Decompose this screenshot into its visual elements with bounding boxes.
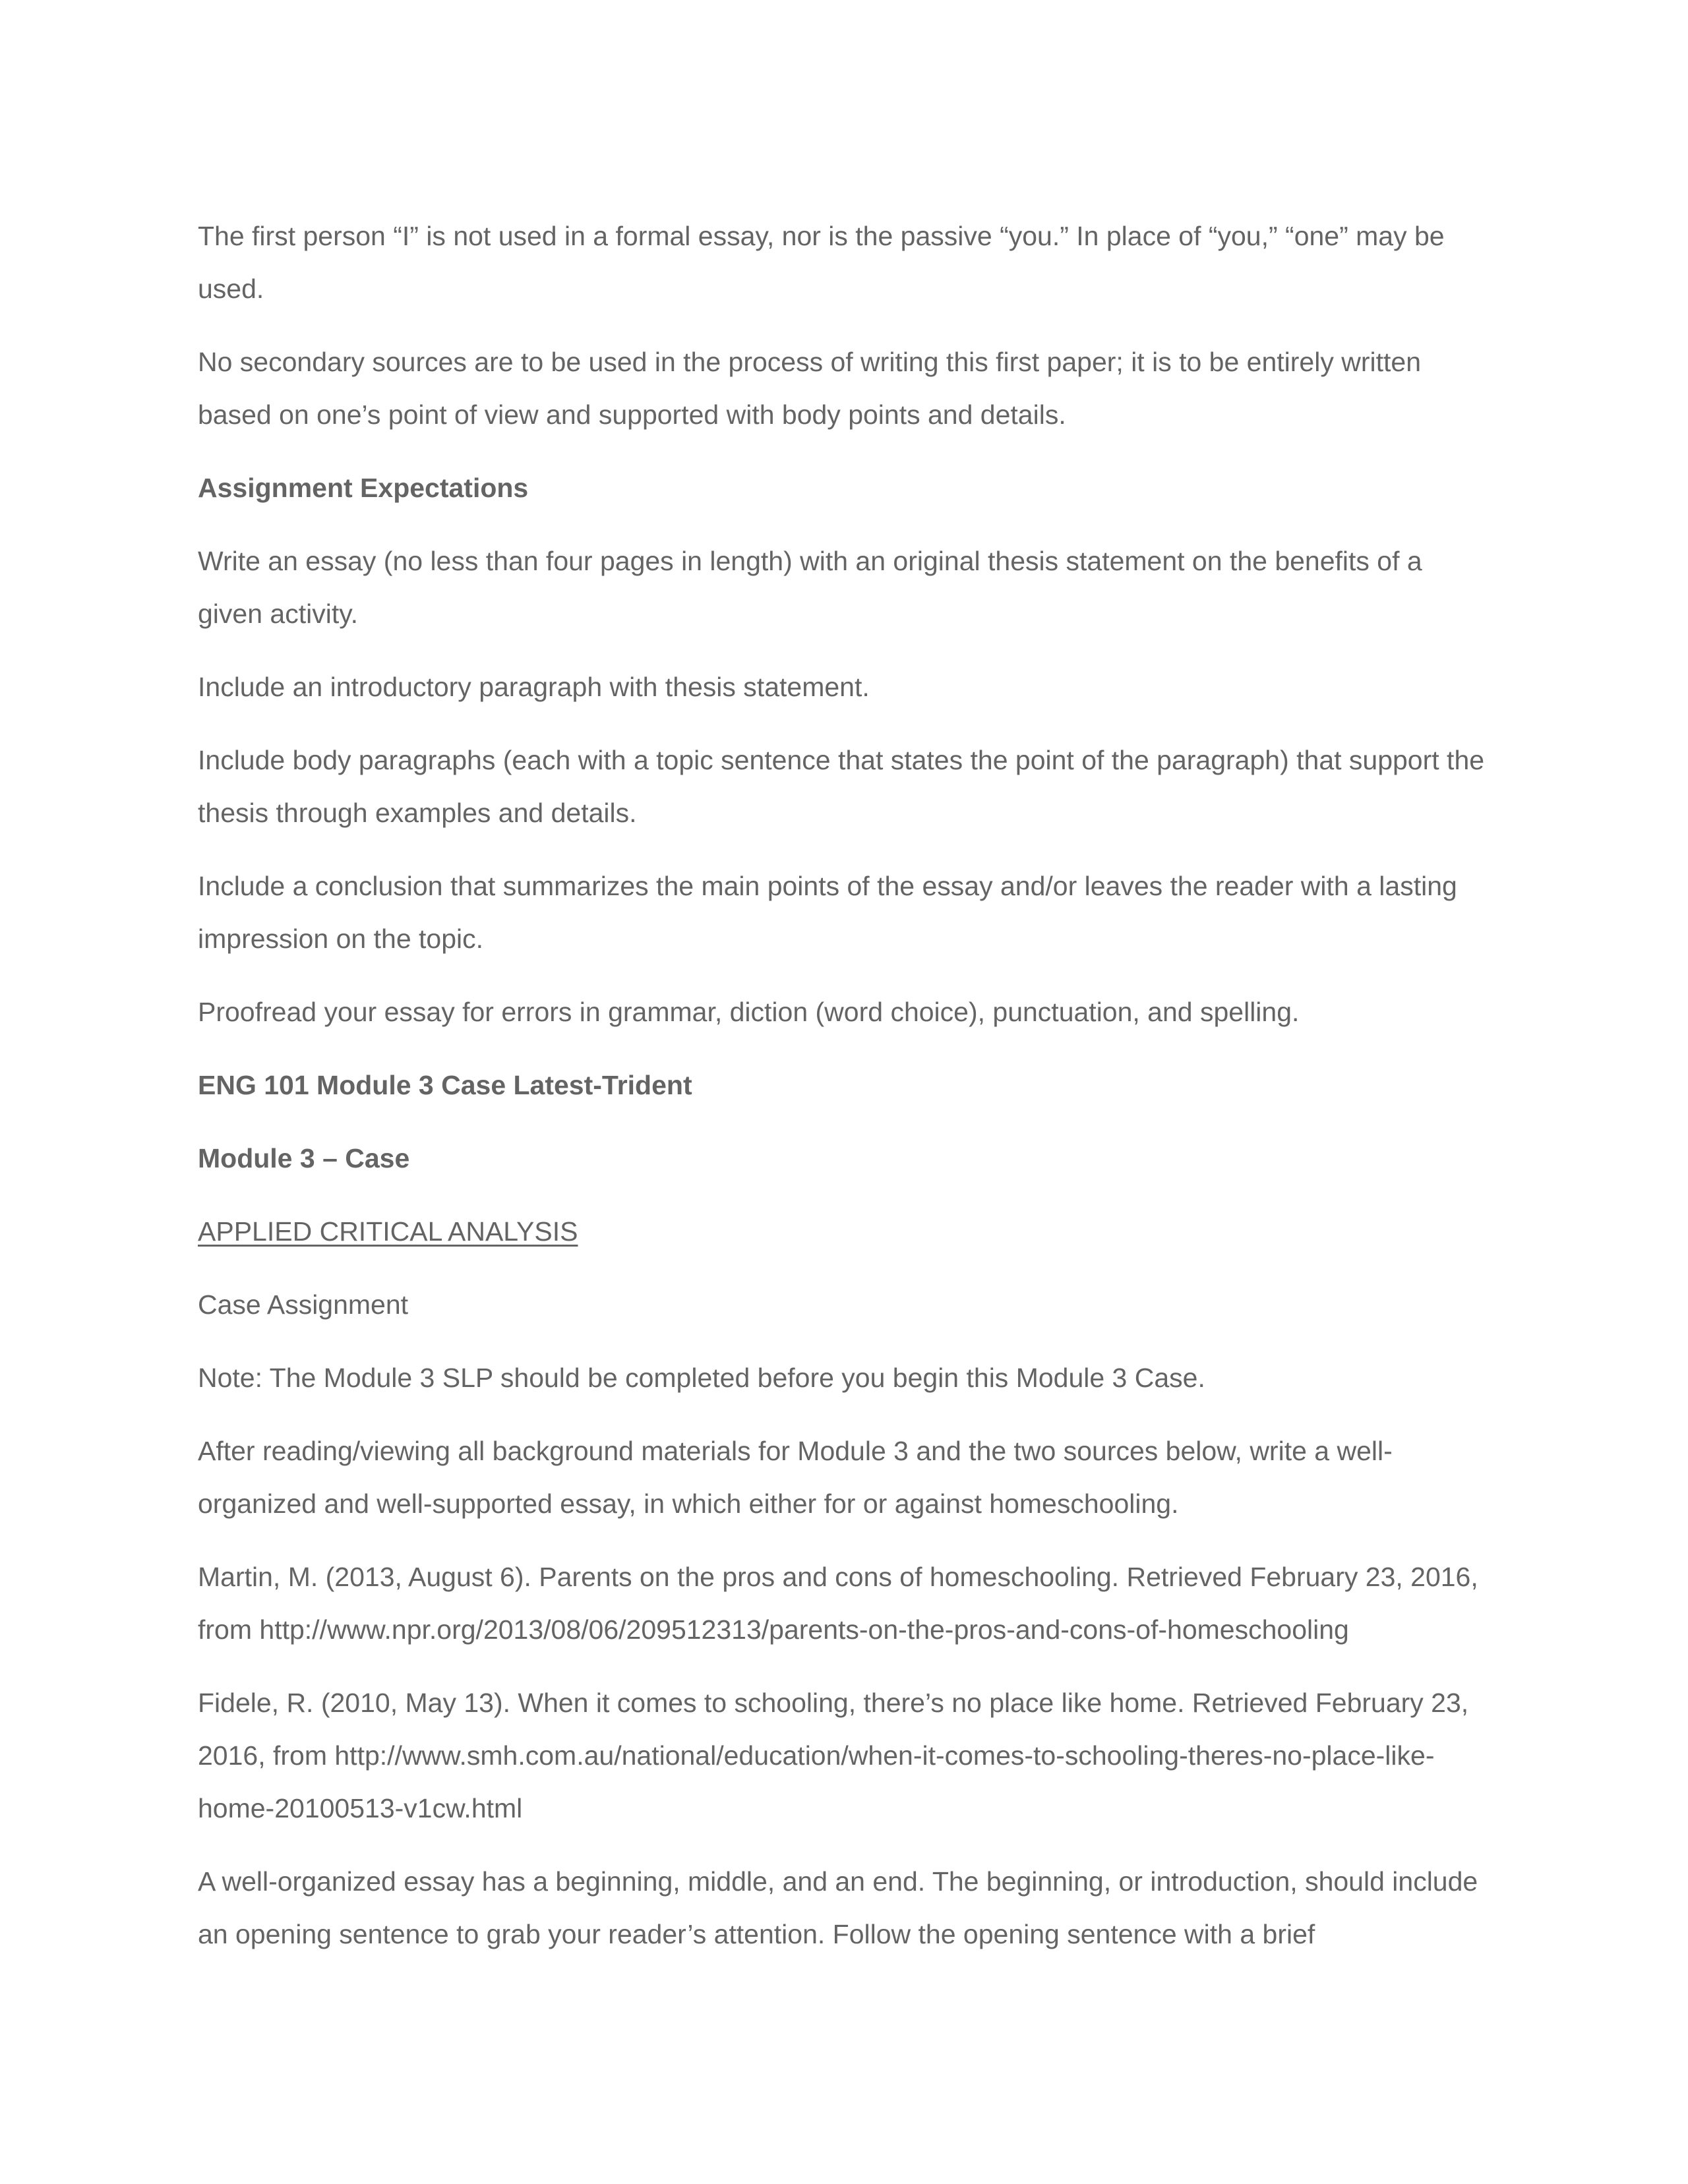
heading-module3-case: Module 3 – Case xyxy=(198,1143,410,1173)
heading-eng101-module3: ENG 101 Module 3 Case Latest-Trident xyxy=(198,1070,692,1100)
reference-fidele: Fidele, R. (2010, May 13). When it comes to schooling, there’s no place like home. Retrieved February 23, 2016, from http://www.smh.com.au/national/education/when-it-comes-to-schooling-theres-no-place-like-home-20100513-v1cw.html xyxy=(198,1688,1469,1823)
paragraph-proofread: Proofread your essay for errors in grammar, diction (word choice), punctuation, and spelling. xyxy=(198,997,1300,1027)
paragraph-conclusion: Include a conclusion that summarizes the main points of the essay and/or leaves the reader with a lasting impression on the topic. xyxy=(198,871,1457,954)
paragraph-write-essay: Write an essay (no less than four pages in length) with an original thesis statement on the benefits of a given activity. xyxy=(198,546,1422,629)
paragraph-first-person-rule: The first person “I” is not used in a formal essay, nor is the passive “you.” In place of “you,” “one” may be used. xyxy=(198,221,1445,304)
paragraph-no-secondary-sources: No secondary sources are to be used in the process of writing this first paper; it is to be entirely written based on one’s point of view and supported with body points and details. xyxy=(198,347,1421,430)
paragraph-well-organized-essay: A well-organized essay has a beginning, middle, and an end. The beginning, or introduction, should include an opening sentence to grab your reader’s attention. Follow the opening sentence with a brief xyxy=(198,1866,1478,1949)
document-body xyxy=(198,210,1490,1981)
paragraph-note-slp: Note: The Module 3 SLP should be completed before you begin this Module 3 Case. xyxy=(198,1363,1205,1393)
heading-applied-critical-analysis: APPLIED CRITICAL ANALYSIS xyxy=(198,1216,578,1247)
reference-martin: Martin, M. (2013, August 6). Parents on the pros and cons of homeschooling. Retrieved February 23, 2016, from http://www.npr.org/2013/08/06/209512313/parents-on-the-pros-and-cons-of-homeschooling xyxy=(198,1562,1478,1645)
paragraph-introductory: Include an introductory paragraph with thesis statement. xyxy=(198,672,870,702)
heading-assignment-expectations: Assignment Expectations xyxy=(198,473,529,503)
paragraph-body-paragraphs: Include body paragraphs (each with a topic sentence that states the point of the paragraph) that support the thesis through examples and details. xyxy=(198,745,1485,828)
paragraph-after-reading: After reading/viewing all background materials for Module 3 and the two sources below, write a well-organized and well-supported essay, in which either for or against homeschooling. xyxy=(198,1436,1393,1519)
heading-case-assignment: Case Assignment xyxy=(198,1289,409,1320)
